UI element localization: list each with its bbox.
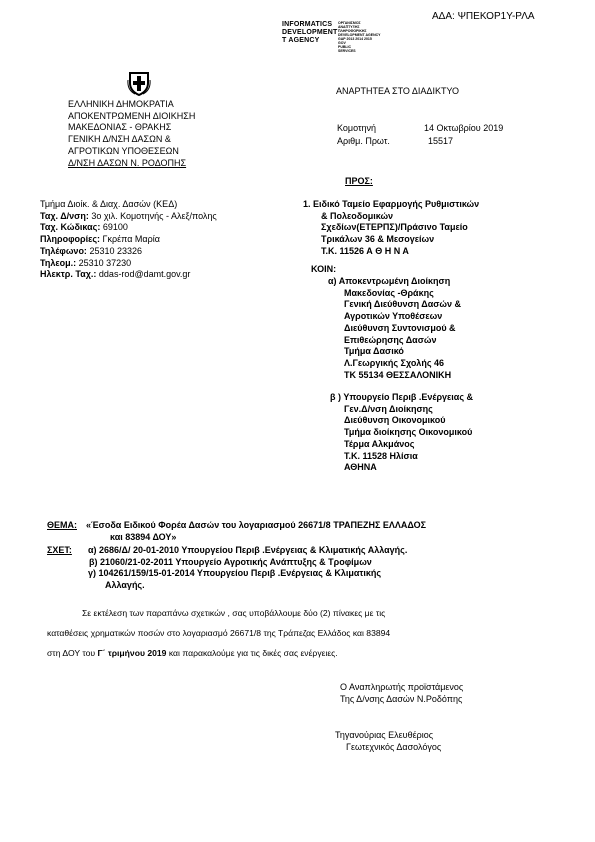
recipient-line: Σχεδίων(ΕΤΕΡΠΣ)/Πράσινο Ταμείο [321,222,468,233]
fax-label: Τηλεομ.: [40,257,77,268]
logo-line: INFORMATICS [282,21,333,28]
logo-tiny-line: ΠΛΗΡΟΦΟΡΙΚΗΣ [338,29,367,33]
greek-coat-of-arms-icon [127,70,151,96]
recipient-line: 1. Ειδικό Ταμείο Εφαρμογής Ρυθμιστικών [303,199,480,209]
subject-line: και 83894 ΔΟΥ» [110,532,177,542]
reference-item: β) 21060/21-02-2011 Υπουργείο Αγροτικής Ανάπτυξης & Τροφίμων [89,556,372,567]
logo-line: DEVELOPMENT [282,29,338,36]
logo-tiny-line: ΟΡΓΑΝΙΣΜΟΣ [338,21,361,25]
logo-tiny-line: SERVICES [338,49,356,53]
koin-line: α) Αποκεντρωμένη Διοίκηση [328,276,451,286]
body-text: στη ΔΟΥ του [47,648,98,658]
reference-item: Αλλαγής. [105,580,145,591]
zip-label: Ταχ. Κώδικας: [40,222,101,233]
sender-dept: Τμήμα Διοίκ. & Διαχ. Δασών (ΚΕΔ) [40,199,178,209]
publish-note: ΑΝΑΡΤΗΤΕΑ ΣΤΟ ΔΙΑΔΙΚΤΥΟ [336,86,459,96]
email-value: ddas-rod@damt.gov.gr [96,269,191,280]
koin-line: Τ.Κ. 11528 Ηλίσια [344,450,418,461]
phone-label: Τηλέφωνο: [40,245,87,256]
body-line: Σε εκτέλεση των παραπάνω σχετικών , σας υποβάλλουμε δύο (2) πίνακες με τις [82,608,386,618]
subject-line: «Έσοδα Ειδικού Φορέα Δασών του λογαριασμού 26671/8 ΤΡΑΠΕΖΗΣ ΕΛΛΑΔΟΣ [86,520,427,530]
koin-line: Διεύθυνση Οικονομικού [344,415,446,426]
koin-line: Γενική Διεύθυνση Δασών & [344,299,462,310]
zip-value: 69100 [100,222,128,233]
reference-item: α) 2686/Δ/ 20-01-2010 Υπουργείου Περιβ .Ενέργειας & Κλιματικής Αλλαγής. [88,545,408,555]
recipient-line: & Πολεοδομικών [321,210,394,221]
koin-line: Τέρμα Αλκμάνος [344,438,415,449]
phone-value: 25310 23326 [86,245,142,256]
ada-code: ΑΔΑ: ΨΠΕΚΟΡ1Υ-ΡΛΑ [432,11,535,22]
koin-line: Διεύθυνση Συντονισμού & [344,322,456,333]
koin-line: Τμήμα Δασικό [344,346,404,357]
koin-line: ΤΚ 55134 ΘΕΣΣΑΛΟΝΙΚΗ [344,369,452,380]
signer-name: Τηγανούριας Ελευθέριος [335,730,434,740]
recipient-primary [303,199,479,258]
koin-recipient-b [330,392,473,474]
koin-line: Τμήμα διοίκησης Οικονομικού [344,427,473,438]
koin-line: β ) Υπουργείο Περιβ .Ενέργειας & [330,392,474,402]
body-line: καταθέσεις χρηματικών ποσών στο λογαριασμό 26671/8 της Τράπεζας Ελλάδος και 83894 [47,628,391,638]
authority-header [68,99,195,169]
koin-label: ΚΟΙΝ: [311,264,337,274]
fax-value: 25310 37230 [76,257,132,268]
koin-line: Μακεδονίας -Θράκης [344,287,434,298]
header-line: ΑΓΡΟΤΙΚΩΝ ΥΠΟΘΕΣΕΩΝ [68,145,179,156]
protocol-number: 15517 [428,136,454,146]
koin-line: Επιθεώρησης Δασών [344,334,437,345]
quarter-highlight: Γ΄ τριμήνου 2019 [97,648,167,658]
signoff-line: Της Δ/νσης Δασών Ν.Ροδόπης [340,693,463,704]
koin-line: Λ.Γεωργικής Σχολής 46 [344,357,445,368]
logo-line: T AGENCY [282,37,320,44]
header-line: ΕΛΛΗΝΙΚΗ ΔΗΜΟΚΡΑΤΙΑ [68,99,174,109]
koin-line: Αγροτικών Υποθέσεων [344,311,443,322]
signer-block [335,730,441,753]
subject-label: ΘΕΜΑ: [47,520,77,530]
body-line-3 [47,648,338,658]
sender-details [40,199,217,281]
address-label: Ταχ. Δ/νση: [40,210,89,221]
koin-recipient-a [328,276,461,381]
to-label: ΠΡΟΣ: [345,176,373,186]
header-line: ΜΑΚΕΔΟΝΙΑΣ - ΘΡΑΚΗΣ [68,122,172,133]
header-line: ΑΠΟΚΕΝΤΡΩΜΕΝΗ ΔΙΟΙΚΗΣΗ [68,110,196,121]
koin-line: ΑΘΗΝΑ [344,462,377,473]
info-label: Πληροφορίες: [40,234,101,245]
logo-tiny-line: DEVELOPMENT AGENCY [338,33,381,37]
info-value: Γκρέπα Μαρία [100,234,160,245]
references-label: ΣΧΕΤ: [47,545,72,555]
koin-line: Γεν.Δ/νση Διοίκησης [344,403,433,414]
signoff-block [340,682,463,705]
address-value: 3ο χιλ. Κομοτηνής - Αλεξ/πολης [88,210,217,221]
logo-tiny-line: GOV [338,41,346,45]
header-line: ΓΕΝΙΚΗ Δ/ΝΣΗ ΔΑΣΩΝ & [68,134,171,145]
references-list [88,545,407,592]
email-label: Ηλεκτρ. Ταχ.: [40,269,97,280]
signoff-line: Ο Αναπληρωτής προϊστάμενος [340,682,464,692]
logo-tiny-line: PUBLIC [338,45,352,49]
place-label: Κομοτηνή [337,123,377,133]
document-date: 14 Οκτωβρίου 2019 [424,123,504,133]
recipient-line: Τρικάλων 36 & Μεσογείων [321,234,435,245]
logo-tiny-line: ΑΝΑΠΤΥΞΗΣ [338,25,360,29]
logo-tiny-line: GAP 2013 2014 2015 [338,37,372,41]
body-text: και παρακαλούμε για τις δικές σας ενέργειες. [166,648,338,658]
recipient-line: Τ.Κ. 11526 Α Θ Η Ν Α [321,245,409,256]
protocol-label: Αριθμ. Πρωτ. [337,136,390,146]
header-line: Δ/ΝΣΗ ΔΑΣΩΝ Ν. ΡΟΔΟΠΗΣ [68,157,187,168]
reference-item: γ) 104261/159/15-01-2014 Υπουργείου Περιβ .Ενέργειας & Κλιματικής [88,568,382,579]
signer-title: Γεωτεχνικός Δασολόγος [346,741,442,752]
